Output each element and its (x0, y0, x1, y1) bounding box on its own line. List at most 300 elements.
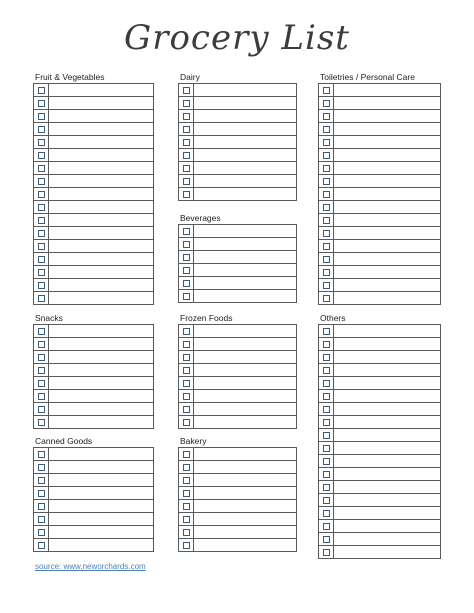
checkbox-cell (179, 500, 194, 512)
list-item (33, 240, 154, 253)
list-item (178, 290, 297, 303)
item-entry-line[interactable] (194, 390, 296, 402)
checkbox[interactable] (323, 113, 330, 120)
item-entry-line[interactable] (334, 97, 440, 109)
list-item (33, 292, 154, 305)
checkbox[interactable] (38, 282, 45, 289)
list-item (33, 526, 154, 539)
list-item (318, 292, 441, 305)
checkbox[interactable] (323, 178, 330, 185)
checkbox[interactable] (183, 503, 190, 510)
checkbox-cell (179, 487, 194, 499)
list-item (33, 403, 154, 416)
checkbox-cell (319, 364, 334, 376)
item-entry-line[interactable] (334, 123, 440, 135)
checkbox[interactable] (183, 293, 190, 300)
item-entry-line[interactable] (334, 416, 440, 428)
list-item (178, 338, 297, 351)
list-item (178, 390, 297, 403)
checkbox[interactable] (323, 458, 330, 465)
item-entry-line[interactable] (49, 513, 153, 525)
checklist (178, 83, 297, 201)
checkbox[interactable] (38, 230, 45, 237)
item-entry-line[interactable] (49, 403, 153, 415)
checkbox[interactable] (183, 87, 190, 94)
checkbox[interactable] (323, 497, 330, 504)
list-item (318, 429, 441, 442)
list-item (178, 251, 297, 264)
checkbox-cell (34, 448, 49, 460)
checkbox[interactable] (38, 217, 45, 224)
checkbox-cell (34, 390, 49, 402)
item-entry-line[interactable] (334, 364, 440, 376)
item-entry-line[interactable] (334, 227, 440, 239)
item-entry-line[interactable] (194, 403, 296, 415)
item-entry-line[interactable] (334, 403, 440, 415)
item-entry-line[interactable] (334, 351, 440, 363)
list-item (178, 110, 297, 123)
checkbox[interactable] (323, 282, 330, 289)
checkbox-cell (179, 110, 194, 122)
list-item (33, 487, 154, 500)
list-item (318, 533, 441, 546)
item-entry-line[interactable] (49, 266, 153, 278)
checkbox[interactable] (183, 490, 190, 497)
checkbox[interactable] (38, 87, 45, 94)
item-entry-line[interactable] (194, 325, 296, 337)
checklist (33, 83, 154, 305)
checkbox[interactable] (323, 243, 330, 250)
item-entry-line[interactable] (194, 188, 296, 200)
item-entry-line[interactable] (334, 338, 440, 350)
checkbox[interactable] (183, 328, 190, 335)
checkbox[interactable] (323, 269, 330, 276)
checkbox-cell (319, 292, 334, 304)
checkbox[interactable] (38, 367, 45, 374)
item-entry-line[interactable] (49, 377, 153, 389)
item-entry-line[interactable] (194, 149, 296, 161)
list-item (318, 481, 441, 494)
checkbox-cell (319, 338, 334, 350)
item-entry-line[interactable] (194, 338, 296, 350)
checkbox[interactable] (323, 432, 330, 439)
checkbox[interactable] (38, 328, 45, 335)
checkbox[interactable] (323, 341, 330, 348)
checkbox[interactable] (38, 341, 45, 348)
item-entry-line[interactable] (49, 136, 153, 148)
checkbox[interactable] (183, 165, 190, 172)
checkbox[interactable] (183, 419, 190, 426)
checkbox-cell (34, 403, 49, 415)
item-entry-line[interactable] (49, 240, 153, 252)
checkbox-cell (34, 513, 49, 525)
item-entry-line[interactable] (49, 279, 153, 291)
checkbox[interactable] (323, 295, 330, 302)
checkbox[interactable] (323, 126, 330, 133)
section-title: Canned Goods (35, 436, 93, 446)
checklist (318, 83, 441, 305)
item-entry-line[interactable] (49, 188, 153, 200)
checkbox[interactable] (38, 406, 45, 413)
item-entry-line[interactable] (49, 448, 153, 460)
item-entry-line[interactable] (49, 500, 153, 512)
checkbox[interactable] (323, 100, 330, 107)
section-title: Beverages (180, 213, 221, 223)
item-entry-line[interactable] (334, 481, 440, 493)
list-item (178, 416, 297, 429)
item-entry-line[interactable] (194, 474, 296, 486)
item-entry-line[interactable] (49, 461, 153, 473)
checkbox[interactable] (323, 406, 330, 413)
checkbox[interactable] (323, 367, 330, 374)
checkbox[interactable] (38, 152, 45, 159)
list-item (33, 377, 154, 390)
list-item (178, 97, 297, 110)
checkbox-cell (34, 266, 49, 278)
list-item (178, 500, 297, 513)
checkbox-cell (179, 136, 194, 148)
checkbox[interactable] (38, 354, 45, 361)
list-item (33, 214, 154, 227)
checkbox[interactable] (38, 204, 45, 211)
checkbox[interactable] (183, 241, 190, 248)
list-item (33, 201, 154, 214)
item-entry-line[interactable] (194, 238, 296, 250)
item-entry-line[interactable] (49, 539, 153, 551)
item-entry-line[interactable] (194, 377, 296, 389)
item-entry-line[interactable] (334, 546, 440, 558)
checkbox-cell (34, 214, 49, 226)
checkbox-cell (179, 474, 194, 486)
checkbox-cell (179, 539, 194, 551)
checkbox[interactable] (183, 113, 190, 120)
item-entry-line[interactable] (49, 416, 153, 428)
checkbox-cell (319, 110, 334, 122)
list-item (178, 513, 297, 526)
checkbox[interactable] (38, 113, 45, 120)
item-entry-line[interactable] (49, 487, 153, 499)
list-item (318, 546, 441, 559)
item-entry-line[interactable] (334, 507, 440, 519)
checkbox[interactable] (323, 152, 330, 159)
item-entry-line[interactable] (334, 136, 440, 148)
checkbox[interactable] (183, 354, 190, 361)
checkbox-cell (319, 546, 334, 558)
checkbox[interactable] (323, 87, 330, 94)
checkbox[interactable] (323, 380, 330, 387)
checkbox-cell (319, 351, 334, 363)
checkbox[interactable] (183, 267, 190, 274)
checkbox-cell (34, 474, 49, 486)
item-entry-line[interactable] (49, 84, 153, 96)
item-entry-line[interactable] (194, 251, 296, 263)
item-entry-line[interactable] (194, 277, 296, 289)
checkbox-cell (319, 201, 334, 213)
item-entry-line[interactable] (194, 290, 296, 302)
checkbox-cell (319, 390, 334, 402)
item-entry-line[interactable] (334, 253, 440, 265)
checkbox-cell (179, 416, 194, 428)
checkbox[interactable] (323, 510, 330, 517)
item-entry-line[interactable] (334, 292, 440, 304)
checkbox[interactable] (183, 529, 190, 536)
checkbox[interactable] (183, 280, 190, 287)
list-item (33, 83, 154, 97)
item-entry-line[interactable] (334, 240, 440, 252)
checkbox[interactable] (183, 126, 190, 133)
item-entry-line[interactable] (334, 110, 440, 122)
item-entry-line[interactable] (194, 526, 296, 538)
item-entry-line[interactable] (334, 429, 440, 441)
list-item (178, 474, 297, 487)
item-entry-line[interactable] (334, 214, 440, 226)
item-entry-line[interactable] (194, 225, 296, 237)
item-entry-line[interactable] (49, 292, 153, 304)
item-entry-line[interactable] (49, 325, 153, 337)
item-entry-line[interactable] (194, 539, 296, 551)
checkbox[interactable] (183, 178, 190, 185)
checkbox-cell (179, 149, 194, 161)
list-item (318, 266, 441, 279)
item-entry-line[interactable] (334, 390, 440, 402)
list-item (318, 83, 441, 97)
checkbox[interactable] (183, 477, 190, 484)
checkbox[interactable] (38, 464, 45, 471)
item-entry-line[interactable] (49, 474, 153, 486)
checkbox[interactable] (38, 451, 45, 458)
item-entry-line[interactable] (49, 227, 153, 239)
section-title: Bakery (180, 436, 207, 446)
item-entry-line[interactable] (194, 136, 296, 148)
checkbox[interactable] (38, 139, 45, 146)
item-entry-line[interactable] (49, 253, 153, 265)
checkbox-cell (34, 377, 49, 389)
item-entry-line[interactable] (194, 364, 296, 376)
list-item (178, 324, 297, 338)
item-entry-line[interactable] (334, 520, 440, 532)
list-item (318, 240, 441, 253)
item-entry-line[interactable] (49, 364, 153, 376)
item-entry-line[interactable] (334, 188, 440, 200)
checkbox-cell (34, 240, 49, 252)
checkbox[interactable] (323, 419, 330, 426)
list-item (318, 324, 441, 338)
item-entry-line[interactable] (49, 149, 153, 161)
checkbox[interactable] (323, 165, 330, 172)
item-entry-line[interactable] (194, 175, 296, 187)
item-entry-line[interactable] (334, 175, 440, 187)
list-item (318, 227, 441, 240)
checkbox-cell (179, 251, 194, 263)
checkbox[interactable] (38, 477, 45, 484)
list-item (178, 351, 297, 364)
checkbox[interactable] (183, 139, 190, 146)
checkbox[interactable] (323, 445, 330, 452)
checkbox-cell (179, 97, 194, 109)
item-entry-line[interactable] (194, 84, 296, 96)
checkbox[interactable] (38, 503, 45, 510)
item-entry-line[interactable] (49, 97, 153, 109)
checkbox-cell (179, 377, 194, 389)
page-title: Grocery List (124, 18, 350, 58)
checkbox-cell (319, 227, 334, 239)
checkbox[interactable] (38, 191, 45, 198)
item-entry-line[interactable] (334, 494, 440, 506)
item-entry-line[interactable] (334, 377, 440, 389)
item-entry-line[interactable] (49, 162, 153, 174)
item-entry-line[interactable] (194, 162, 296, 174)
checkbox[interactable] (183, 393, 190, 400)
list-item (178, 162, 297, 175)
checkbox[interactable] (323, 230, 330, 237)
item-entry-line[interactable] (194, 97, 296, 109)
item-entry-line[interactable] (49, 390, 153, 402)
item-entry-line[interactable] (334, 468, 440, 480)
checkbox-cell (179, 390, 194, 402)
item-entry-line[interactable] (334, 279, 440, 291)
checkbox-cell (179, 225, 194, 237)
checkbox[interactable] (183, 341, 190, 348)
item-entry-line[interactable] (194, 500, 296, 512)
item-entry-line[interactable] (194, 513, 296, 525)
checkbox[interactable] (323, 139, 330, 146)
source-link[interactable]: source: www.neworchards.com (35, 562, 146, 571)
checkbox[interactable] (323, 393, 330, 400)
checkbox[interactable] (183, 152, 190, 159)
checkbox[interactable] (38, 256, 45, 263)
checkbox[interactable] (183, 451, 190, 458)
checkbox[interactable] (183, 191, 190, 198)
item-entry-line[interactable] (194, 448, 296, 460)
checklist (33, 324, 154, 429)
list-item (33, 513, 154, 526)
item-entry-line[interactable] (194, 264, 296, 276)
list-item (318, 351, 441, 364)
checkbox[interactable] (323, 484, 330, 491)
checkbox-cell (179, 188, 194, 200)
checkbox-cell (179, 461, 194, 473)
item-entry-line[interactable] (194, 351, 296, 363)
item-entry-line[interactable] (194, 123, 296, 135)
checkbox[interactable] (183, 380, 190, 387)
checkbox[interactable] (323, 217, 330, 224)
checkbox[interactable] (183, 367, 190, 374)
checkbox[interactable] (38, 295, 45, 302)
checkbox[interactable] (38, 516, 45, 523)
checkbox-cell (319, 240, 334, 252)
list-item (318, 520, 441, 533)
checkbox-cell (179, 123, 194, 135)
item-entry-line[interactable] (49, 201, 153, 213)
list-item (33, 474, 154, 487)
item-entry-line[interactable] (49, 526, 153, 538)
checkbox-cell (319, 468, 334, 480)
checkbox[interactable] (38, 490, 45, 497)
checkbox[interactable] (38, 529, 45, 536)
checkbox[interactable] (323, 328, 330, 335)
item-entry-line[interactable] (194, 416, 296, 428)
item-entry-line[interactable] (49, 175, 153, 187)
item-entry-line[interactable] (334, 84, 440, 96)
item-entry-line[interactable] (49, 110, 153, 122)
checkbox-cell (34, 227, 49, 239)
item-entry-line[interactable] (334, 149, 440, 161)
checkbox[interactable] (323, 549, 330, 556)
checkbox[interactable] (323, 471, 330, 478)
checkbox[interactable] (323, 191, 330, 198)
item-entry-line[interactable] (334, 266, 440, 278)
checkbox-cell (319, 455, 334, 467)
checkbox-cell (319, 279, 334, 291)
item-entry-line[interactable] (334, 325, 440, 337)
checkbox[interactable] (38, 178, 45, 185)
checkbox-cell (179, 403, 194, 415)
checkbox[interactable] (183, 406, 190, 413)
checkbox[interactable] (323, 204, 330, 211)
item-entry-line[interactable] (334, 162, 440, 174)
checkbox[interactable] (323, 354, 330, 361)
checkbox[interactable] (183, 542, 190, 549)
checkbox[interactable] (38, 126, 45, 133)
checkbox[interactable] (183, 464, 190, 471)
item-entry-line[interactable] (334, 533, 440, 545)
item-entry-line[interactable] (49, 214, 153, 226)
checkbox-cell (179, 175, 194, 187)
checkbox[interactable] (183, 100, 190, 107)
checkbox[interactable] (38, 393, 45, 400)
item-entry-line[interactable] (334, 442, 440, 454)
item-entry-line[interactable] (49, 351, 153, 363)
checkbox-cell (319, 429, 334, 441)
checkbox[interactable] (183, 516, 190, 523)
checkbox[interactable] (38, 165, 45, 172)
list-item (178, 277, 297, 290)
checkbox[interactable] (323, 536, 330, 543)
list-item (318, 97, 441, 110)
item-entry-line[interactable] (49, 123, 153, 135)
list-item (33, 338, 154, 351)
item-entry-line[interactable] (194, 110, 296, 122)
checkbox[interactable] (38, 419, 45, 426)
checkbox[interactable] (323, 523, 330, 530)
item-entry-line[interactable] (334, 201, 440, 213)
checkbox-cell (34, 253, 49, 265)
checkbox-cell (34, 325, 49, 337)
item-entry-line[interactable] (194, 461, 296, 473)
checkbox-cell (34, 364, 49, 376)
checkbox-cell (179, 513, 194, 525)
checkbox-cell (34, 292, 49, 304)
item-entry-line[interactable] (334, 455, 440, 467)
checkbox-cell (34, 500, 49, 512)
checkbox-cell (319, 533, 334, 545)
checkbox[interactable] (38, 243, 45, 250)
checkbox[interactable] (183, 254, 190, 261)
item-entry-line[interactable] (49, 338, 153, 350)
checkbox[interactable] (183, 228, 190, 235)
checkbox[interactable] (323, 256, 330, 263)
list-item (318, 507, 441, 520)
checkbox[interactable] (38, 100, 45, 107)
checkbox[interactable] (38, 380, 45, 387)
list-item (178, 364, 297, 377)
list-item (178, 83, 297, 97)
item-entry-line[interactable] (194, 487, 296, 499)
list-item (178, 224, 297, 238)
checkbox[interactable] (38, 269, 45, 276)
list-item (178, 188, 297, 201)
checkbox[interactable] (38, 542, 45, 549)
